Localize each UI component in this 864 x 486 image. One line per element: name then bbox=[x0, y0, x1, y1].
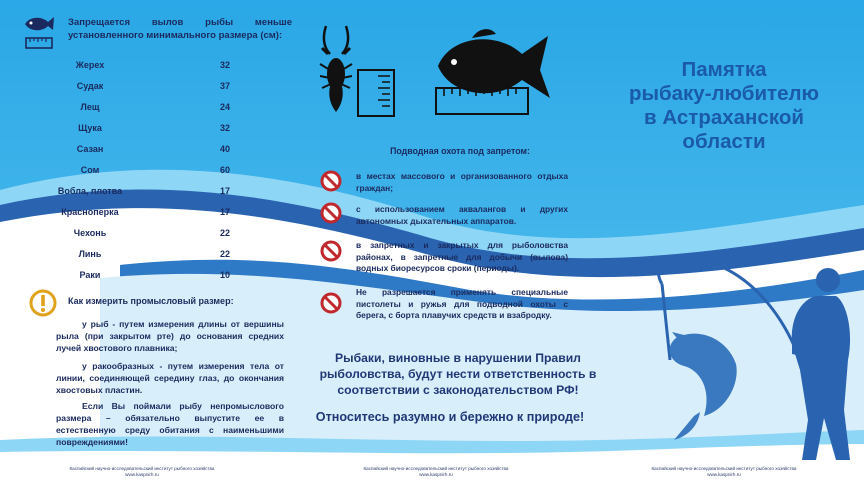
table-row bbox=[30, 222, 260, 243]
fish-name: Раки bbox=[79, 269, 101, 280]
footer-credit bbox=[336, 466, 536, 478]
spearfishing-rule: в запретных и закрытых для рыболовства районах, в запретные для добычи (вылова) водных биоресурсов сроки (периоды). bbox=[356, 240, 568, 273]
size-limit-intro: Запрещается вылов рыбы меньше установленного минимального размера (см): bbox=[68, 17, 292, 41]
nature-care-slogan: Относитесь разумно и бережно к природе! bbox=[315, 410, 585, 424]
fish-ruler-icon bbox=[22, 12, 56, 52]
min-size-value: 10 bbox=[219, 269, 230, 280]
spearfishing-rule: с использованием аквалангов и других автономных дыхательных аппаратов. bbox=[356, 204, 568, 226]
fish-name: Щука bbox=[78, 122, 102, 133]
footer-institute: Каспийский научно-исследовательский институт рыбного хозяйства bbox=[69, 466, 215, 471]
footer-site: www.kaspnirh.ru bbox=[707, 472, 741, 477]
table-row bbox=[30, 75, 260, 96]
table-row bbox=[30, 159, 260, 180]
fish-name: Сазан bbox=[76, 143, 104, 154]
min-size-value: 32 bbox=[219, 59, 230, 70]
spearfishing-rule: Не разрешается применять специальные пистолеты и ружья для подводной охоты с берега, с борта плавучих средств и взабродку. bbox=[356, 287, 568, 320]
memo-title-line: Памятка bbox=[681, 58, 767, 81]
footer-credit bbox=[624, 466, 824, 478]
footer-institute: Каспийский научно-исследовательский институт рыбного хозяйства bbox=[363, 466, 509, 471]
fish-name: Линь bbox=[78, 248, 102, 259]
min-size-value: 22 bbox=[219, 248, 230, 259]
min-size-value: 32 bbox=[219, 122, 230, 133]
fish-name: Красноперка bbox=[61, 206, 119, 217]
footer-institute: Каспийский научно-исследовательский институт рыбного хозяйства bbox=[651, 466, 797, 471]
fish-name: Чехонь bbox=[73, 227, 107, 238]
fish-name: Судак bbox=[76, 80, 104, 91]
warning-icon bbox=[28, 288, 58, 318]
table-row bbox=[30, 243, 260, 264]
min-size-value: 40 bbox=[219, 143, 230, 154]
memo-title-line: области bbox=[682, 130, 766, 153]
min-size-value: 60 bbox=[219, 164, 230, 175]
min-size-table bbox=[30, 54, 260, 285]
spearfishing-title: Подводная охота под запретом: bbox=[390, 146, 530, 156]
crayfish-measure-text: у ракообразных - путем измерения тела от линии, соединяющей середину глаз, до окончания хвостовых пластин. bbox=[56, 361, 284, 395]
fish-name: Сом bbox=[80, 164, 100, 175]
footer-site: www.kaspnirh.ru bbox=[125, 472, 159, 477]
table-row bbox=[30, 54, 260, 75]
fish-name: Жерех bbox=[75, 59, 105, 70]
table-row bbox=[30, 138, 260, 159]
prohibit-icon bbox=[320, 292, 342, 314]
measure-title: Как измерить промысловый размер: bbox=[68, 296, 234, 306]
table-row bbox=[30, 96, 260, 117]
crayfish-ruler-icon bbox=[316, 24, 400, 120]
footer-credit bbox=[42, 466, 242, 478]
min-size-value: 37 bbox=[219, 80, 230, 91]
table-row bbox=[30, 201, 260, 222]
memo-title-line: рыбаку-любителю bbox=[628, 82, 820, 105]
memo-title bbox=[600, 58, 848, 154]
min-size-value: 22 bbox=[219, 227, 230, 238]
prohibit-icon bbox=[320, 240, 342, 262]
footer-site: www.kaspnirh.ru bbox=[419, 472, 453, 477]
fisherman-icon bbox=[640, 240, 862, 466]
memo-title-line: в Астраханской bbox=[644, 106, 804, 129]
fish-scale-icon bbox=[432, 22, 556, 120]
table-row bbox=[30, 180, 260, 201]
fish-name: Вобла, плотва bbox=[57, 185, 123, 196]
min-size-value: 24 bbox=[219, 101, 230, 112]
release-note: Если Вы поймали рыбу непромыслового размера – обязательно выпустите ее в естественную среду обитания с наименьшими повреждениями! bbox=[56, 401, 284, 447]
prohibit-icon bbox=[320, 170, 342, 192]
table-row bbox=[30, 117, 260, 138]
fish-measure-text: у рыб - путем измерения длины от вершины рыла (при закрытом рте) до основания средних лучей хвостового плавника; bbox=[56, 319, 284, 353]
spearfishing-rule: в местах массового и организованного отдыха граждан; bbox=[356, 171, 568, 193]
table-row bbox=[30, 264, 260, 285]
min-size-value: 17 bbox=[219, 185, 230, 196]
min-size-value: 17 bbox=[219, 206, 230, 217]
fish-name: Лещ bbox=[80, 101, 100, 112]
liability-warning: Рыбаки, виновные в нарушении Правил рыболовства, будут нести ответственность в соответствии с законодательством РФ! bbox=[319, 351, 597, 397]
prohibit-icon bbox=[320, 202, 342, 224]
